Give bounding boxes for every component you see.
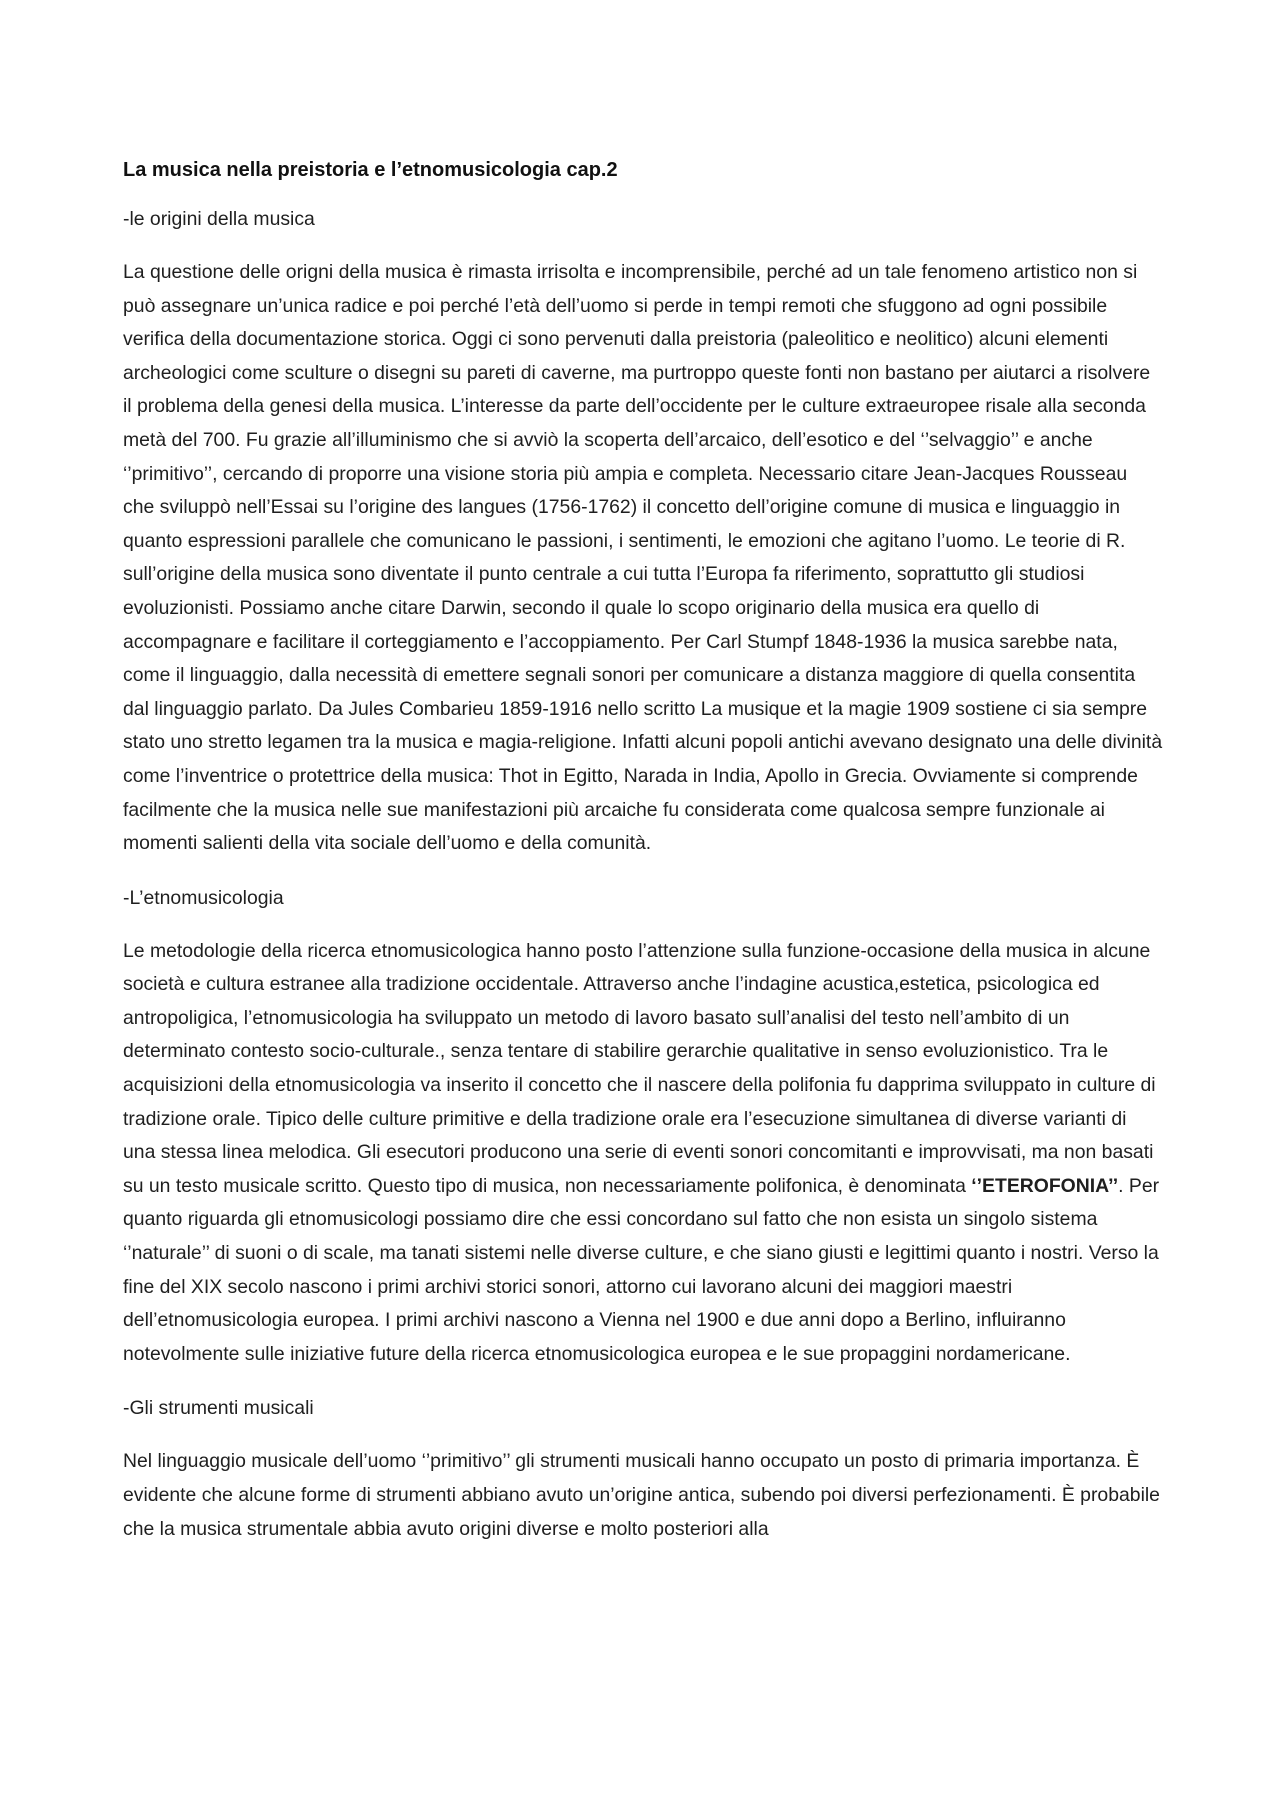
section-heading-etnomusicologia: -L’etnomusicologia xyxy=(123,886,284,909)
section-paragraph-strumenti: Nel linguaggio musicale dell’uomo ‘’primitivo’’ gli strumenti musicali hanno occupato un posto di primaria importanza. È evidente che alcune forme di strumenti abbiano avuto un’origine antica, subendo poi diversi perfezionamenti. È probabile che la musica strumentale abbia avuto origini diverse e molto posteriori alla xyxy=(123,1450,1160,1540)
paragraph-text-before-term: Le metodologie della ricerca etnomusicologica hanno posto l’attenzione sulla funzione-occasione della musica in alcune società e cultura estranee alla tradizione occidentale. Attraverso anche l’indagine acustica,estetica, psicologica ed antropoligica, l’etnomusicologia ha sviluppato un metodo di lavoro basato sull’analisi del testo nell’ambito di un determinato contesto socio-culturale., senza tentare di stabilire gerarchie qualitative in senso evoluzionistico. Tra le acquisizioni della etnomusicologia va inserito il concetto che il nascere della polifonia fu dapprima sviluppato in culture di tradizione orale. Tipico delle culture primitive e della tradizione orale era l’esecuzione simultanea di diverse varianti di una stessa linea melodica. Gli esecutori producono una serie di eventi sonori concomitanti e improvvisati, ma non basati su un testo musicale scritto. Questo tipo di musica, non necessariamente polifonica, è denominata xyxy=(123,939,1156,1197)
section-heading-origini: -le origini della musica xyxy=(123,208,315,230)
section-paragraph-etnomusicologia xyxy=(123,935,1163,1372)
section-heading-strumenti: -Gli strumenti musicali xyxy=(123,1397,314,1420)
paragraph-text-after-term: . Per quanto riguarda gli etnomusicologi possiamo dire che essi concordano sul fatto che non esista un singolo sistema ‘’naturale’’ di suoni o di scale, ma tanati sistemi nelle diverse culture, e che siano giusti e legittimi quanto i nostri. Verso la fine del XIX secolo nascono i primi archivi storici sonori, attorno cui lavorano alcuni dei maggiori maestri dell’etnomusicologia europea. I primi archivi nascono a Vienna nel 1900 e due anni dopo a Berlino, influiranno notevolmente sulle iniziative future della ricerca etnomusicologica europea e le sue propaggini nordamericane. xyxy=(123,1174,1160,1365)
document-title: La musica nella preistoria e l’etnomusicologia cap.2 xyxy=(123,159,618,181)
bold-term-eterofonia: ‘’ETEROFONIA’’ xyxy=(971,1174,1119,1197)
section-paragraph-origini: La questione delle origni della musica è rimasta irrisolta e incomprensibile, perché ad un tale fenomeno artistico non si può assegnare un’unica radice e poi perché l’età dell’uomo si perde in tempi remoti che sfuggono ad ogni possibile verifica della documentazione storica. Oggi ci sono pervenuti dalla preistoria (paleolitico e neolitico) alcuni elementi archeologici come sculture o disegni su pareti di caverne, ma purtroppo queste fonti non bastano per aiutarci a risolvere il problema della genesi della musica. L’interesse da parte dell’occidente per le culture extraeuropee risale alla seconda metà del 700. Fu grazie all’illuminismo che si avviò la scoperta dell’arcaico, dell’esotico e del ‘’selvaggio’’ e anche ‘’primitivo’’, cercando di proporre una visione storia più ampia e completa. Necessario citare Jean-Jacques Rousseau che sviluppò nell’Essai su l’origine des langues (1756-1762) il concetto dell’origine comune di musica e linguaggio in quanto espressioni parallele che comunicano le passioni, i sentimenti, le emozioni che agitano l’uomo. Le teorie di R. sull’origine della musica sono diventate il punto centrale a cui tutta l’Europa fa riferimento, soprattutto gli studiosi evoluzionisti. Possiamo anche citare Darwin, secondo il quale lo scopo originario della musica era quello di accompagnare e facilitare il corteggiamento e l’accoppiamento. Per Carl Stumpf 1848-1936 la musica sarebbe nata, come il linguaggio, dalla necessità di emettere segnali sonori per comunicare a distanza maggiore di quella consentita dal linguaggio parlato. Da Jules Combarieu 1859-1916 nello scritto La musique et la magie 1909 sostiene ci sia sempre stato uno stretto legamen tra la musica e magia-religione. Infatti alcuni popoli antichi avevano designato una delle divinità come l’inventrice o protettrice della musica: Thot in Egitto, Narada in India, Apollo in Grecia. Ovviamente si comprende facilmente che la musica nelle sue manifestazioni più arcaiche fu considerata come qualcosa sempre funzionale ai momenti salienti della vita sociale dell’uomo e della comunità. xyxy=(123,261,1163,855)
document-page xyxy=(123,150,1163,1566)
